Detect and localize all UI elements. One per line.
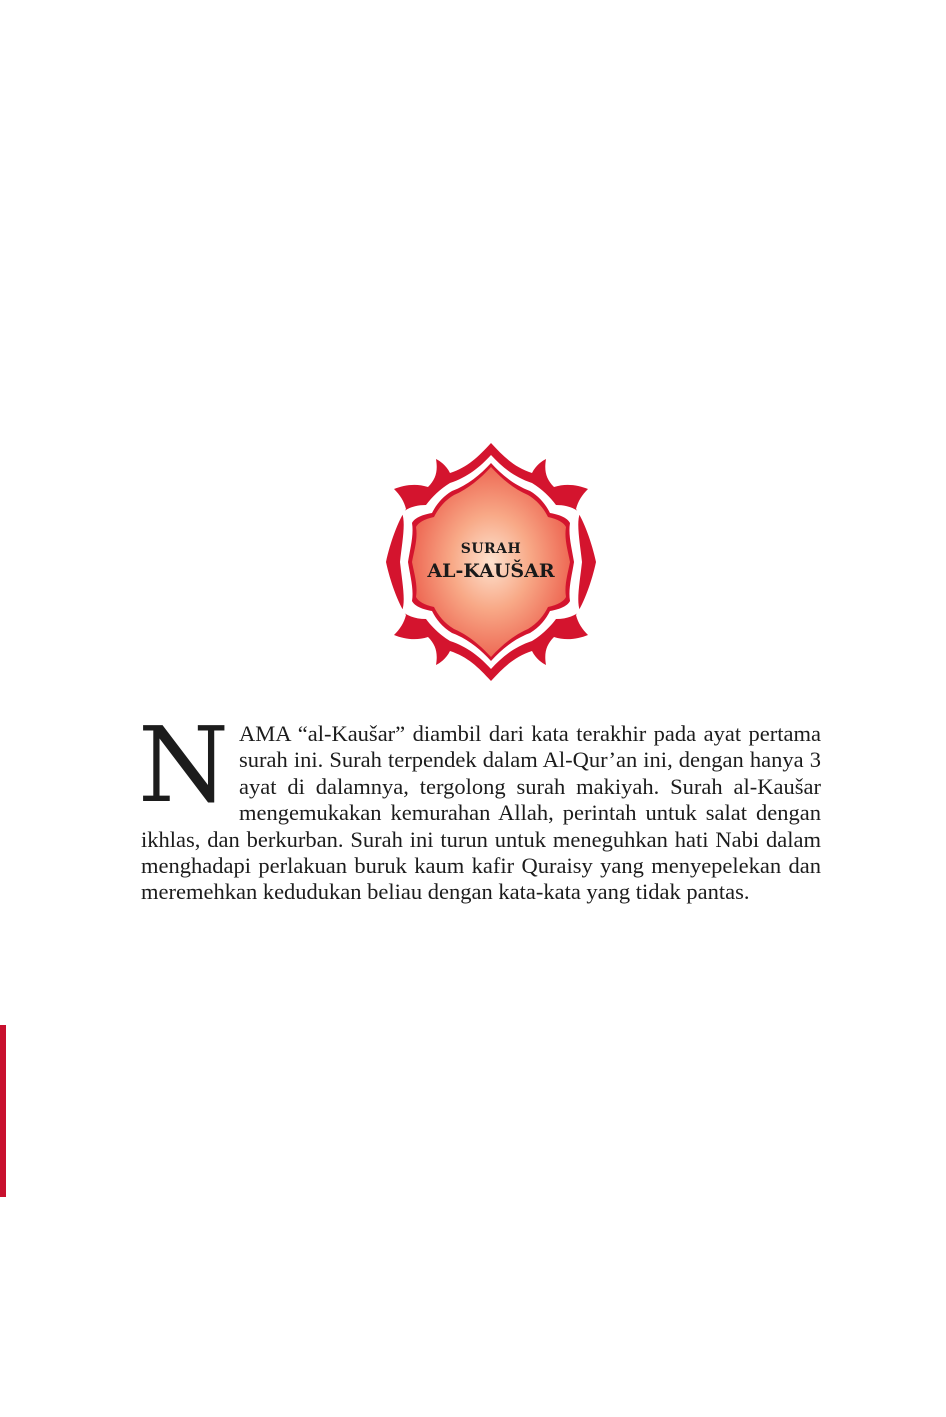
first-word-smallcaps: AMA (239, 721, 291, 746)
surah-emblem (386, 443, 596, 681)
emblem-title: AL-KAUŠAR (427, 560, 555, 582)
emblem-label-surah: SURAH (460, 541, 522, 557)
page-edge-marker (0, 1025, 6, 1197)
drop-cap: N (138, 704, 229, 826)
article-paragraph (138, 704, 821, 906)
article-body-text: “al-Kaušar” diambil dari kata terakhir pada ayat pertama surah ini. Surah terpendek dalam Al-Qur’an ini, dengan hanya 3 ayat di dalamnya, tergolong surah makiyah. Surah al-Kaušar mengemukakan kemurahan Allah, perintah untuk salat dengan ikhlas, dan berkurban. Surah ini turun untuk meneguhkan hati Nabi dalam menghadapi perlakuan buruk kaum kafir Quraisy yang menyepelekan dan meremehkan kedudukan beliau dengan kata-kata yang tidak pantas. (141, 721, 821, 905)
